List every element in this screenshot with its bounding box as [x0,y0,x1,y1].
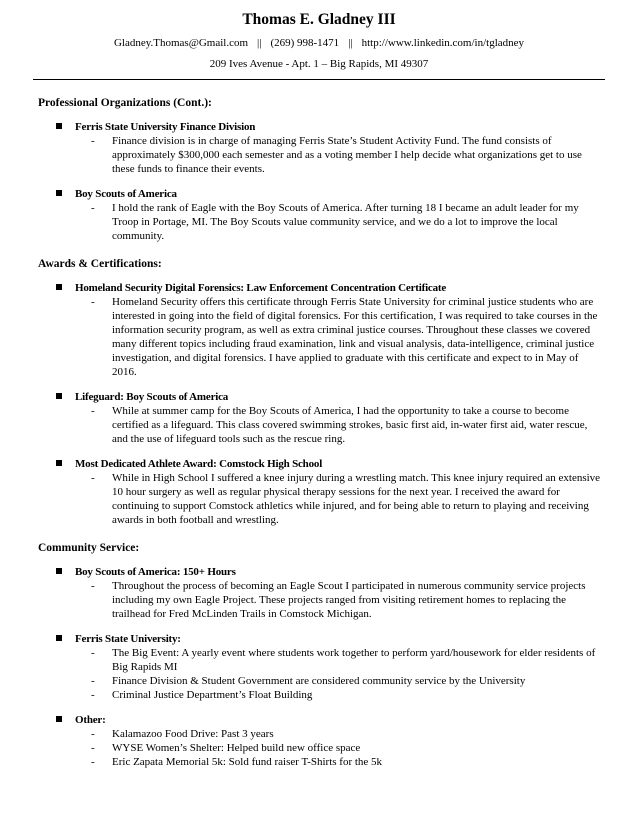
contact-line [0,36,638,50]
entry-title: Most Dedicated Athlete Award: Comstock High School [75,458,323,470]
dash-bullet-icon: - [91,472,95,484]
detail-item [75,755,604,769]
linkedin-url[interactable]: http://www.linkedin.com/in/tgladney [361,37,525,49]
detail-text: Homeland Security offers this certificate through Ferris State University for criminal justice students who are interested in going into the field of digital forensics. For this certification, I was required to take courses in the information security program, as well as extra criminal justice courses. Throughout these classes we covered many different topics including fraud examination, link and visual analysis, data-intelligence, criminal justice investigation, and digital forensics. I have applied to graduate with this certificate and expect to in May of 2016. [112,296,598,378]
detail-item [75,471,604,527]
entry-title: Lifeguard: Boy Scouts of America [75,391,229,403]
street-address: 209 Ives Avenue - Apt. 1 – Big Rapids, MI 49307 [209,58,429,70]
detail-text: While in High School I suffered a knee injury during a wrestling match. This knee injury required an extensive 10 hour surgery as well as regular physical therapy sessions for the next year. I received the award for continuing to support Comstock athletics while injured, and for being able to return to playing and receiving awards in both football and wrestling. [112,472,601,526]
dash-bullet-icon: - [91,689,95,701]
email-address[interactable]: Gladney.Thomas@Gmail.com [113,37,249,49]
detail-text: I hold the rank of Eagle with the Boy Scouts of America. After turning 18 I became an adult leader for my Troop in Portage, MI. The Boy Scouts value community service, and we do a lot to improve the local community. [112,202,579,242]
dash-bullet-icon: - [91,647,95,659]
section-entry [38,120,604,176]
dash-bullet-icon: - [91,296,95,308]
detail-item [75,674,604,688]
square-bullet-icon [56,568,62,574]
detail-text: Eric Zapata Memorial 5k: Sold fund raiser T-Shirts for the 5k [112,756,383,768]
detail-item [75,688,604,702]
section-title: Awards & Certifications: [38,258,162,270]
detail-item [75,404,604,446]
dash-bullet-icon: - [91,135,95,147]
section-entry [38,281,604,379]
section-entry [38,713,604,769]
square-bullet-icon [56,635,62,641]
entry-title: Boy Scouts of America [75,188,177,200]
detail-text: Kalamazoo Food Drive: Past 3 years [112,728,274,740]
resume-section [38,541,604,769]
section-entry [38,632,604,702]
section-entry [38,390,604,446]
detail-item [75,295,604,379]
dash-bullet-icon: - [91,202,95,214]
detail-item [75,201,604,243]
square-bullet-icon [56,190,62,196]
resume-section [38,96,604,243]
square-bullet-icon [56,460,62,466]
section-entry [38,457,604,527]
dash-bullet-icon: - [91,728,95,740]
entry-title: Other: [75,714,106,726]
entry-title: Ferris State University Finance Division [75,121,256,133]
phone-number: (269) 998-1471 [270,37,340,49]
resume-header [0,0,638,71]
detail-text: The Big Event: A yearly event where students work together to perform yard/housework for elder residents of Big Rapids MI [112,647,596,673]
detail-item [75,727,604,741]
square-bullet-icon [56,393,62,399]
dash-bullet-icon: - [91,756,95,768]
resume-body [38,96,604,783]
section-entry [38,565,604,621]
dash-bullet-icon: - [91,675,95,687]
contact-separator: || [257,37,262,49]
resume-section [38,257,604,527]
detail-text: Finance Division & Student Government are considered community service by the University [112,675,526,687]
dash-bullet-icon: - [91,405,95,417]
square-bullet-icon [56,716,62,722]
detail-text: Criminal Justice Department’s Float Building [112,689,313,701]
contact-separator: || [348,37,353,49]
detail-item [75,579,604,621]
detail-text: WYSE Women’s Shelter: Helped build new office space [112,742,361,754]
entry-title: Homeland Security Digital Forensics: Law Enforcement Concentration Certificate [75,282,447,294]
entry-title: Ferris State University: [75,633,181,645]
square-bullet-icon [56,284,62,290]
header-divider [33,79,605,80]
detail-item [75,646,604,674]
square-bullet-icon [56,123,62,129]
dash-bullet-icon: - [91,742,95,754]
dash-bullet-icon: - [91,580,95,592]
detail-text: Throughout the process of becoming an Eagle Scout I participated in numerous community service projects including my own Eagle Project. These projects ranged from visiting retirement homes to replacing the trailhead for Fred McLinden Trails in Comstock Michigan. [112,580,586,620]
detail-item [75,741,604,755]
entry-title: Boy Scouts of America: 150+ Hours [75,566,236,578]
section-title: Community Service: [38,542,140,554]
detail-text: Finance division is in charge of managing Ferris State’s Student Activity Fund. The fund consists of approximately $300,000 each semester and as a voting member I help decide what organizations get to use these funds to finance their events. [112,135,582,175]
applicant-name: Thomas E. Gladney III [242,11,396,28]
detail-item [75,134,604,176]
detail-text: While at summer camp for the Boy Scouts of America, I had the opportunity to take a course to become certified as a lifeguard. This class covered swimming strokes, basic first aid, in-water first aid, water rescue, and the use of lifeguard tools such as the rescue ring. [112,405,588,445]
section-title: Professional Organizations (Cont.): [38,97,212,109]
section-entry [38,187,604,243]
